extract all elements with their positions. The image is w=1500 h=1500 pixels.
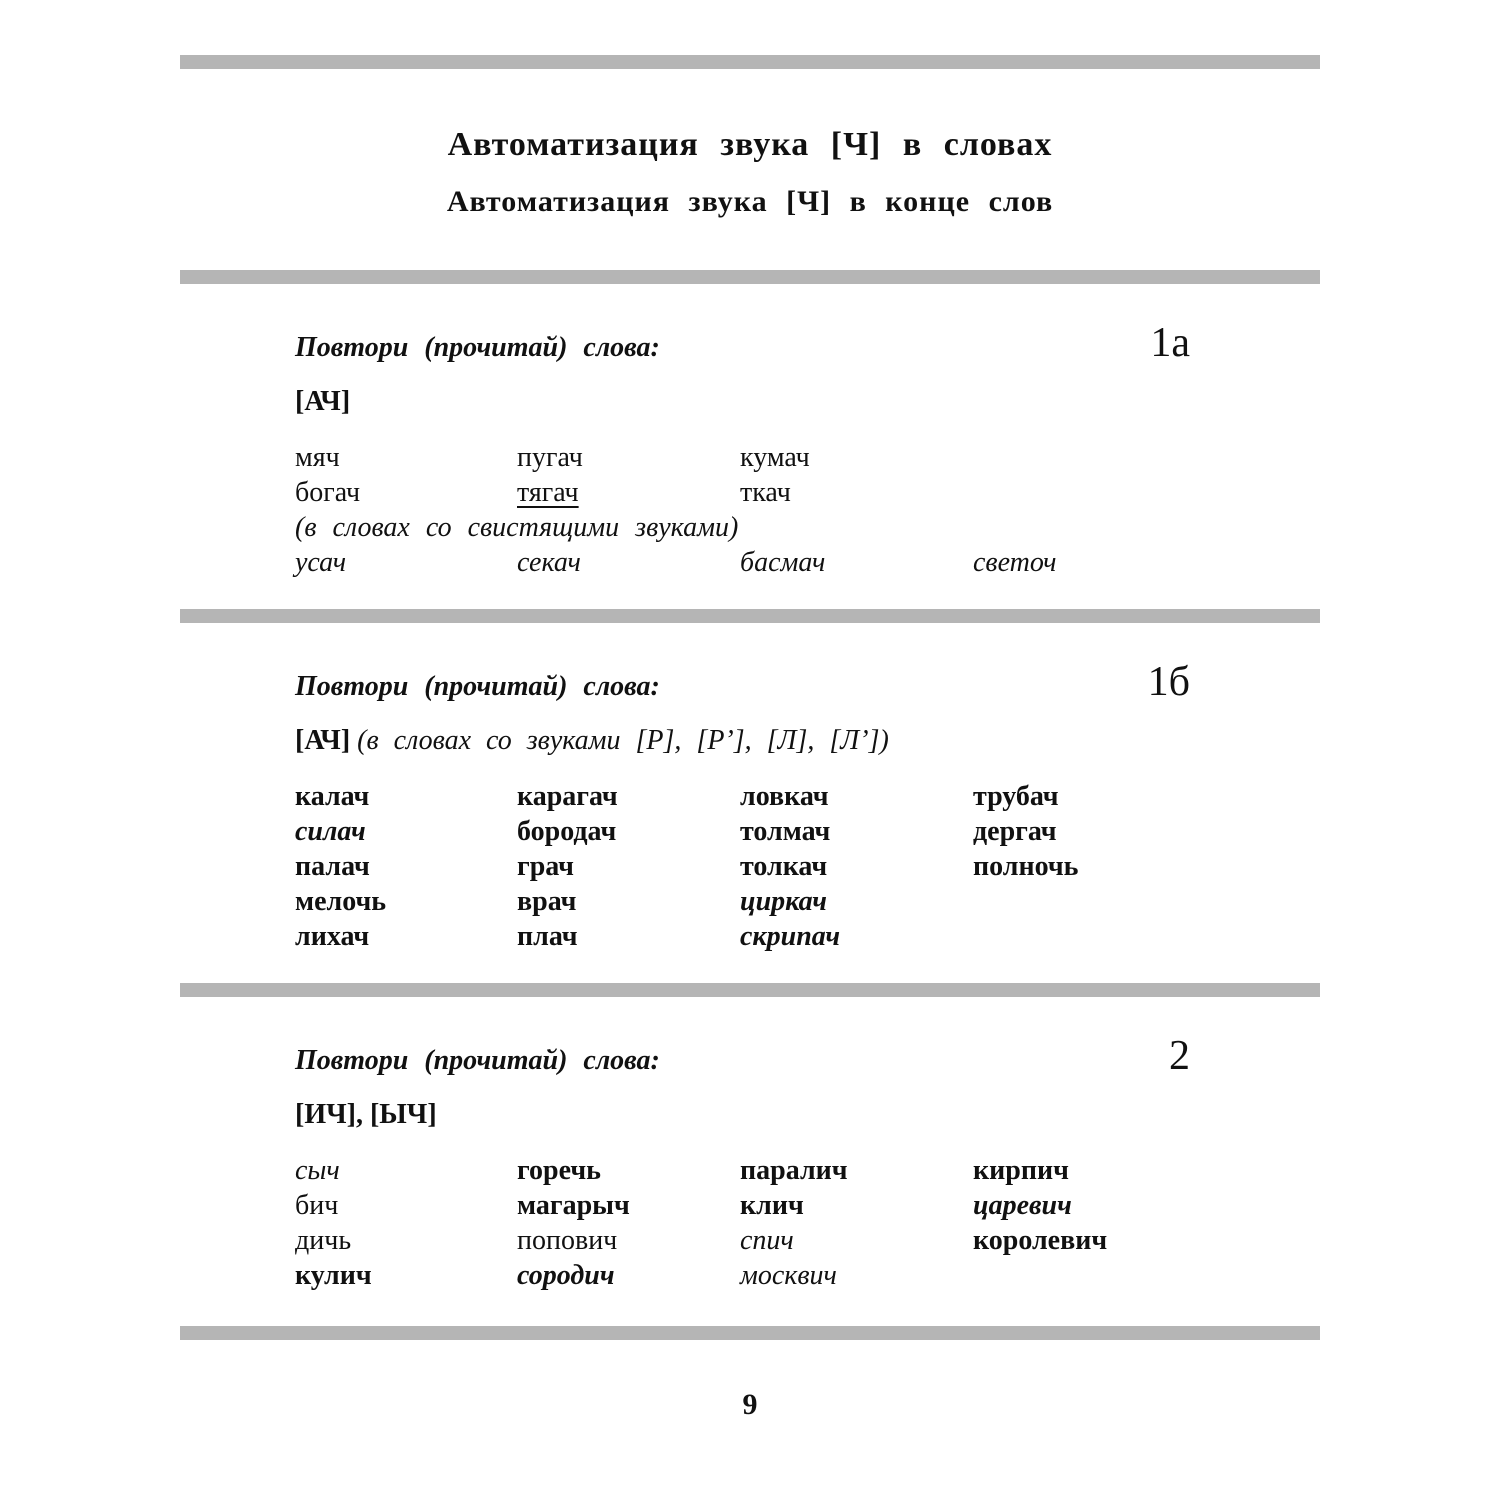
- word: мяч: [295, 441, 340, 473]
- word: клич: [740, 1189, 804, 1221]
- word: лихач: [295, 920, 370, 952]
- word-row: [295, 1259, 1320, 1291]
- divider-bar-1: [180, 609, 1320, 623]
- word: палач: [295, 850, 370, 882]
- word: ткач: [740, 476, 791, 508]
- word: ловкач: [740, 780, 829, 812]
- exercise-section-2: [180, 1032, 1320, 1291]
- word-row: [295, 1224, 1320, 1256]
- divider-bar-after-title: [180, 270, 1320, 284]
- word: дергач: [973, 815, 1057, 847]
- word: басмач: [740, 546, 826, 578]
- word: тягач: [517, 476, 579, 508]
- word-row: [295, 1154, 1320, 1186]
- section-head: [295, 658, 1320, 705]
- word-row: [295, 815, 1320, 847]
- word: спич: [740, 1224, 794, 1256]
- word: трубач: [973, 780, 1059, 812]
- word: царевич: [973, 1189, 1072, 1221]
- word: горечь: [517, 1154, 601, 1186]
- divider-bar-bottom: [180, 1326, 1320, 1340]
- word: мелочь: [295, 885, 387, 917]
- word-row: [295, 885, 1320, 917]
- divider-bar-top: [180, 55, 1320, 69]
- exercise-number: 2: [1169, 1032, 1190, 1079]
- word: толмач: [740, 815, 831, 847]
- exercise-number: 1б: [1147, 658, 1190, 705]
- phoneme-label: [ИЧ], [ЫЧ]: [295, 1098, 437, 1130]
- word: секач: [517, 546, 581, 578]
- word: богач: [295, 476, 361, 508]
- word: грач: [517, 850, 574, 882]
- page-title: Автоматизация звука [Ч] в словах: [447, 126, 1053, 163]
- word: бич: [295, 1189, 339, 1221]
- exercise-section-1b: [180, 658, 1320, 952]
- word: усач: [295, 546, 347, 578]
- word: бородач: [517, 815, 617, 847]
- word: карагач: [517, 780, 618, 812]
- exercise-section-1a: [180, 319, 1320, 578]
- task-prompt: Повтори (прочитай) слова:: [295, 670, 660, 702]
- word: дичь: [295, 1224, 352, 1256]
- word: королевич: [973, 1224, 1108, 1256]
- word: полночь: [973, 850, 1079, 882]
- word: кулич: [295, 1259, 372, 1291]
- word: калач: [295, 780, 370, 812]
- word-row: [295, 441, 1320, 473]
- word: плач: [517, 920, 578, 952]
- section-head: [295, 319, 1320, 366]
- phoneme-heading: [295, 386, 1320, 418]
- word: силач: [295, 815, 366, 847]
- word-row: [295, 1189, 1320, 1221]
- word: паралич: [740, 1154, 848, 1186]
- word: попович: [517, 1224, 618, 1256]
- word: кумач: [740, 441, 810, 473]
- word-list: [295, 441, 1320, 578]
- task-prompt: Повтори (прочитай) слова:: [295, 331, 660, 363]
- word-row: [295, 546, 1320, 578]
- page-number: 9: [742, 1387, 758, 1421]
- phoneme-label: [АЧ]: [295, 385, 351, 417]
- word: магарыч: [517, 1189, 630, 1221]
- page-content: [180, 0, 1320, 1422]
- phoneme-heading: [295, 1099, 1320, 1131]
- word: пугач: [517, 441, 583, 473]
- word-list: [295, 1154, 1320, 1291]
- word: светоч: [973, 546, 1057, 578]
- word-list-note: (в словах со свистящими звуками): [295, 511, 739, 543]
- page-subtitle: Автоматизация звука [Ч] в конце слов: [446, 184, 1054, 218]
- word: москвич: [740, 1259, 837, 1291]
- word: сыч: [295, 1154, 340, 1186]
- word-row: [295, 780, 1320, 812]
- word-row: [295, 850, 1320, 882]
- divider-bar-2: [180, 983, 1320, 997]
- phoneme-label: [АЧ]: [295, 724, 351, 756]
- word-row: [295, 476, 1320, 508]
- word: кирпич: [973, 1154, 1069, 1186]
- section-head: [295, 1032, 1320, 1079]
- phoneme-heading: [295, 725, 1320, 757]
- phoneme-note: (в словах со звуками [Р], [Р’], [Л], [Л’]): [357, 724, 889, 756]
- word: циркач: [740, 885, 827, 917]
- word-row: [295, 920, 1320, 952]
- word: сородич: [517, 1259, 615, 1291]
- task-prompt: Повтори (прочитай) слова:: [295, 1044, 660, 1076]
- word: врач: [517, 885, 577, 917]
- word-list: [295, 780, 1320, 952]
- word: толкач: [740, 850, 828, 882]
- exercise-number: 1а: [1150, 319, 1190, 366]
- word: скрипач: [740, 920, 841, 952]
